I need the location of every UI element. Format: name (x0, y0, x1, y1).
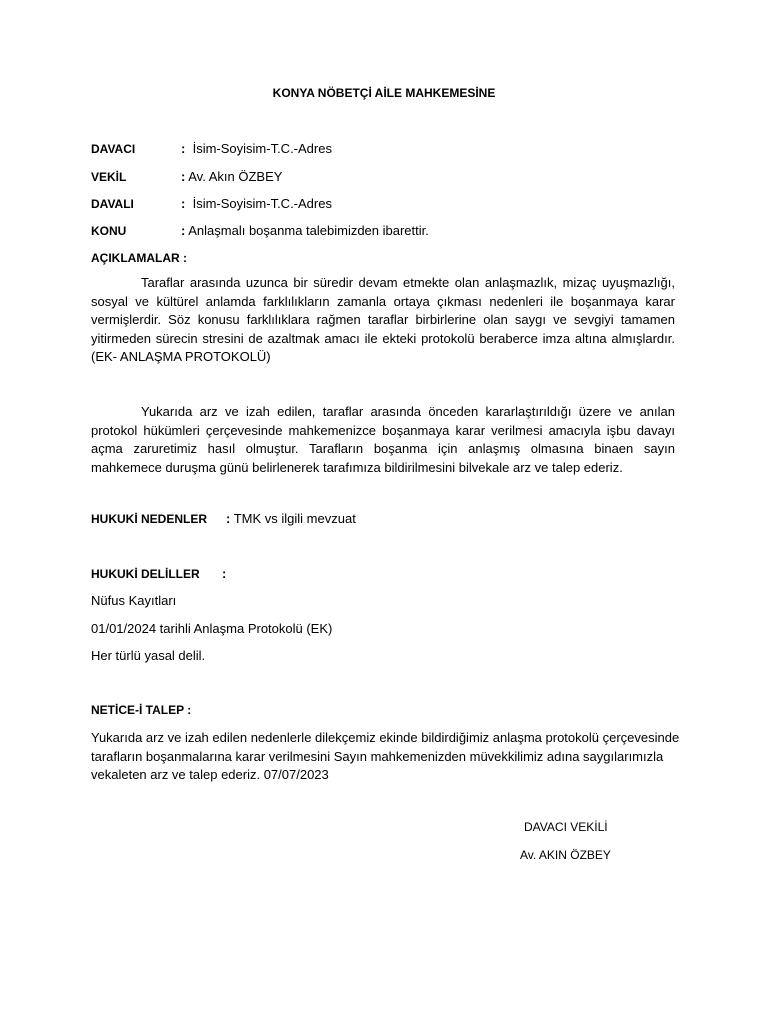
party-row-davaci: DAVACI : İsim-Soyisim-T.C.-Adres (91, 141, 332, 156)
aciklamalar-heading: AÇIKLAMALAR : (91, 251, 187, 265)
evidence-item: Nüfus Kayıtları (91, 593, 177, 608)
evidence-item: Her türlü yasal delil. (91, 648, 206, 663)
explanation-paragraph-1: Taraflar arasında uzunca bir süredir devam etmekte olan anlaşmazlık, mizaç uyuşmazlığı, sosyal ve kültürel anlamda farklılıkların zamanla ortaya çıkması nedenleri ile boşanmaya karar vermişlerdir. Söz konusu farklılıklara rağmen taraflar birbirlerine olan saygı ve sevgiyi tamamen yitirmeden sürecin stresini de azaltmak amacı ile ekteki protokolü beraberce imza altına almışlardır. (EK- ANLAŞMA PROTOKOLÜ) (91, 275, 675, 364)
netice-heading: NETİCE-İ TALEP : (91, 703, 192, 717)
hukuki-deliller-label: HUKUKİ DELİLLER (91, 567, 200, 581)
party-row-davali: DAVALI : İsim-Soyisim-T.C.-Adres (91, 196, 332, 211)
signature-name: Av. AKIN ÖZBEY (520, 848, 611, 862)
signature-role: DAVACI VEKİLİ (524, 820, 608, 834)
explanation-paragraph-2: Yukarıda arz ve izah edilen, taraflar arasında önceden kararlaştırıldığı üzere ve anılan protokol hükümleri çerçevesinde mahkemenizce boşanmaya karar verilmesi amacıyla işbu davayı açma zaruretimiz hasıl olmuştur. Tarafların boşanma için anlaşmış olmasına binaen sayın mahkemece duruşma günü belirlenerek tarafımıza bildirilmesini bilvekale arz ve talep ederiz. (91, 404, 675, 475)
evidence-item: 01/01/2024 tarihli Anlaşma Protokolü (EK) (91, 621, 333, 636)
party-row-vekil: VEKİL : Av. Akın ÖZBEY (91, 169, 283, 184)
netice-paragraph: Yukarıda arz ve izah edilen nedenlerle dilekçemiz ekinde bildirdiğimiz anlaşma protokolü çerçevesinde tarafların boşanmalarına karar verilmesini Sayın mahkemenizden müvekkilimiz adına saygılarımızla vekaleten arz ve talep ederiz. 07/07/2023 (91, 730, 680, 782)
hukuki-nedenler-label: HUKUKİ NEDENLER (91, 512, 208, 526)
hukuki-deliller-row: HUKUKİ DELİLLER : (91, 566, 227, 581)
party-row-konu: KONU : Anlaşmalı boşanma talebimizden ibarettir. (91, 223, 429, 238)
party-value: İsim-Soyisim-T.C.-Adres (192, 141, 332, 156)
party-label: VEKİL (91, 170, 127, 184)
party-value: İsim-Soyisim-T.C.-Adres (192, 196, 332, 211)
party-label: DAVALI (91, 197, 134, 211)
party-label: DAVACI (91, 142, 136, 156)
party-label: KONU (91, 224, 127, 238)
hukuki-nedenler-row: HUKUKİ NEDENLER : TMK vs ilgili mevzuat (91, 511, 356, 526)
party-value: Anlaşmalı boşanma talebimizden ibarettir. (188, 223, 429, 238)
court-title: KONYA NÖBETÇİ AİLE MAHKEMESİNE (272, 86, 496, 100)
hukuki-nedenler-value: TMK vs ilgili mevzuat (233, 511, 356, 526)
party-value: Av. Akın ÖZBEY (188, 169, 283, 184)
